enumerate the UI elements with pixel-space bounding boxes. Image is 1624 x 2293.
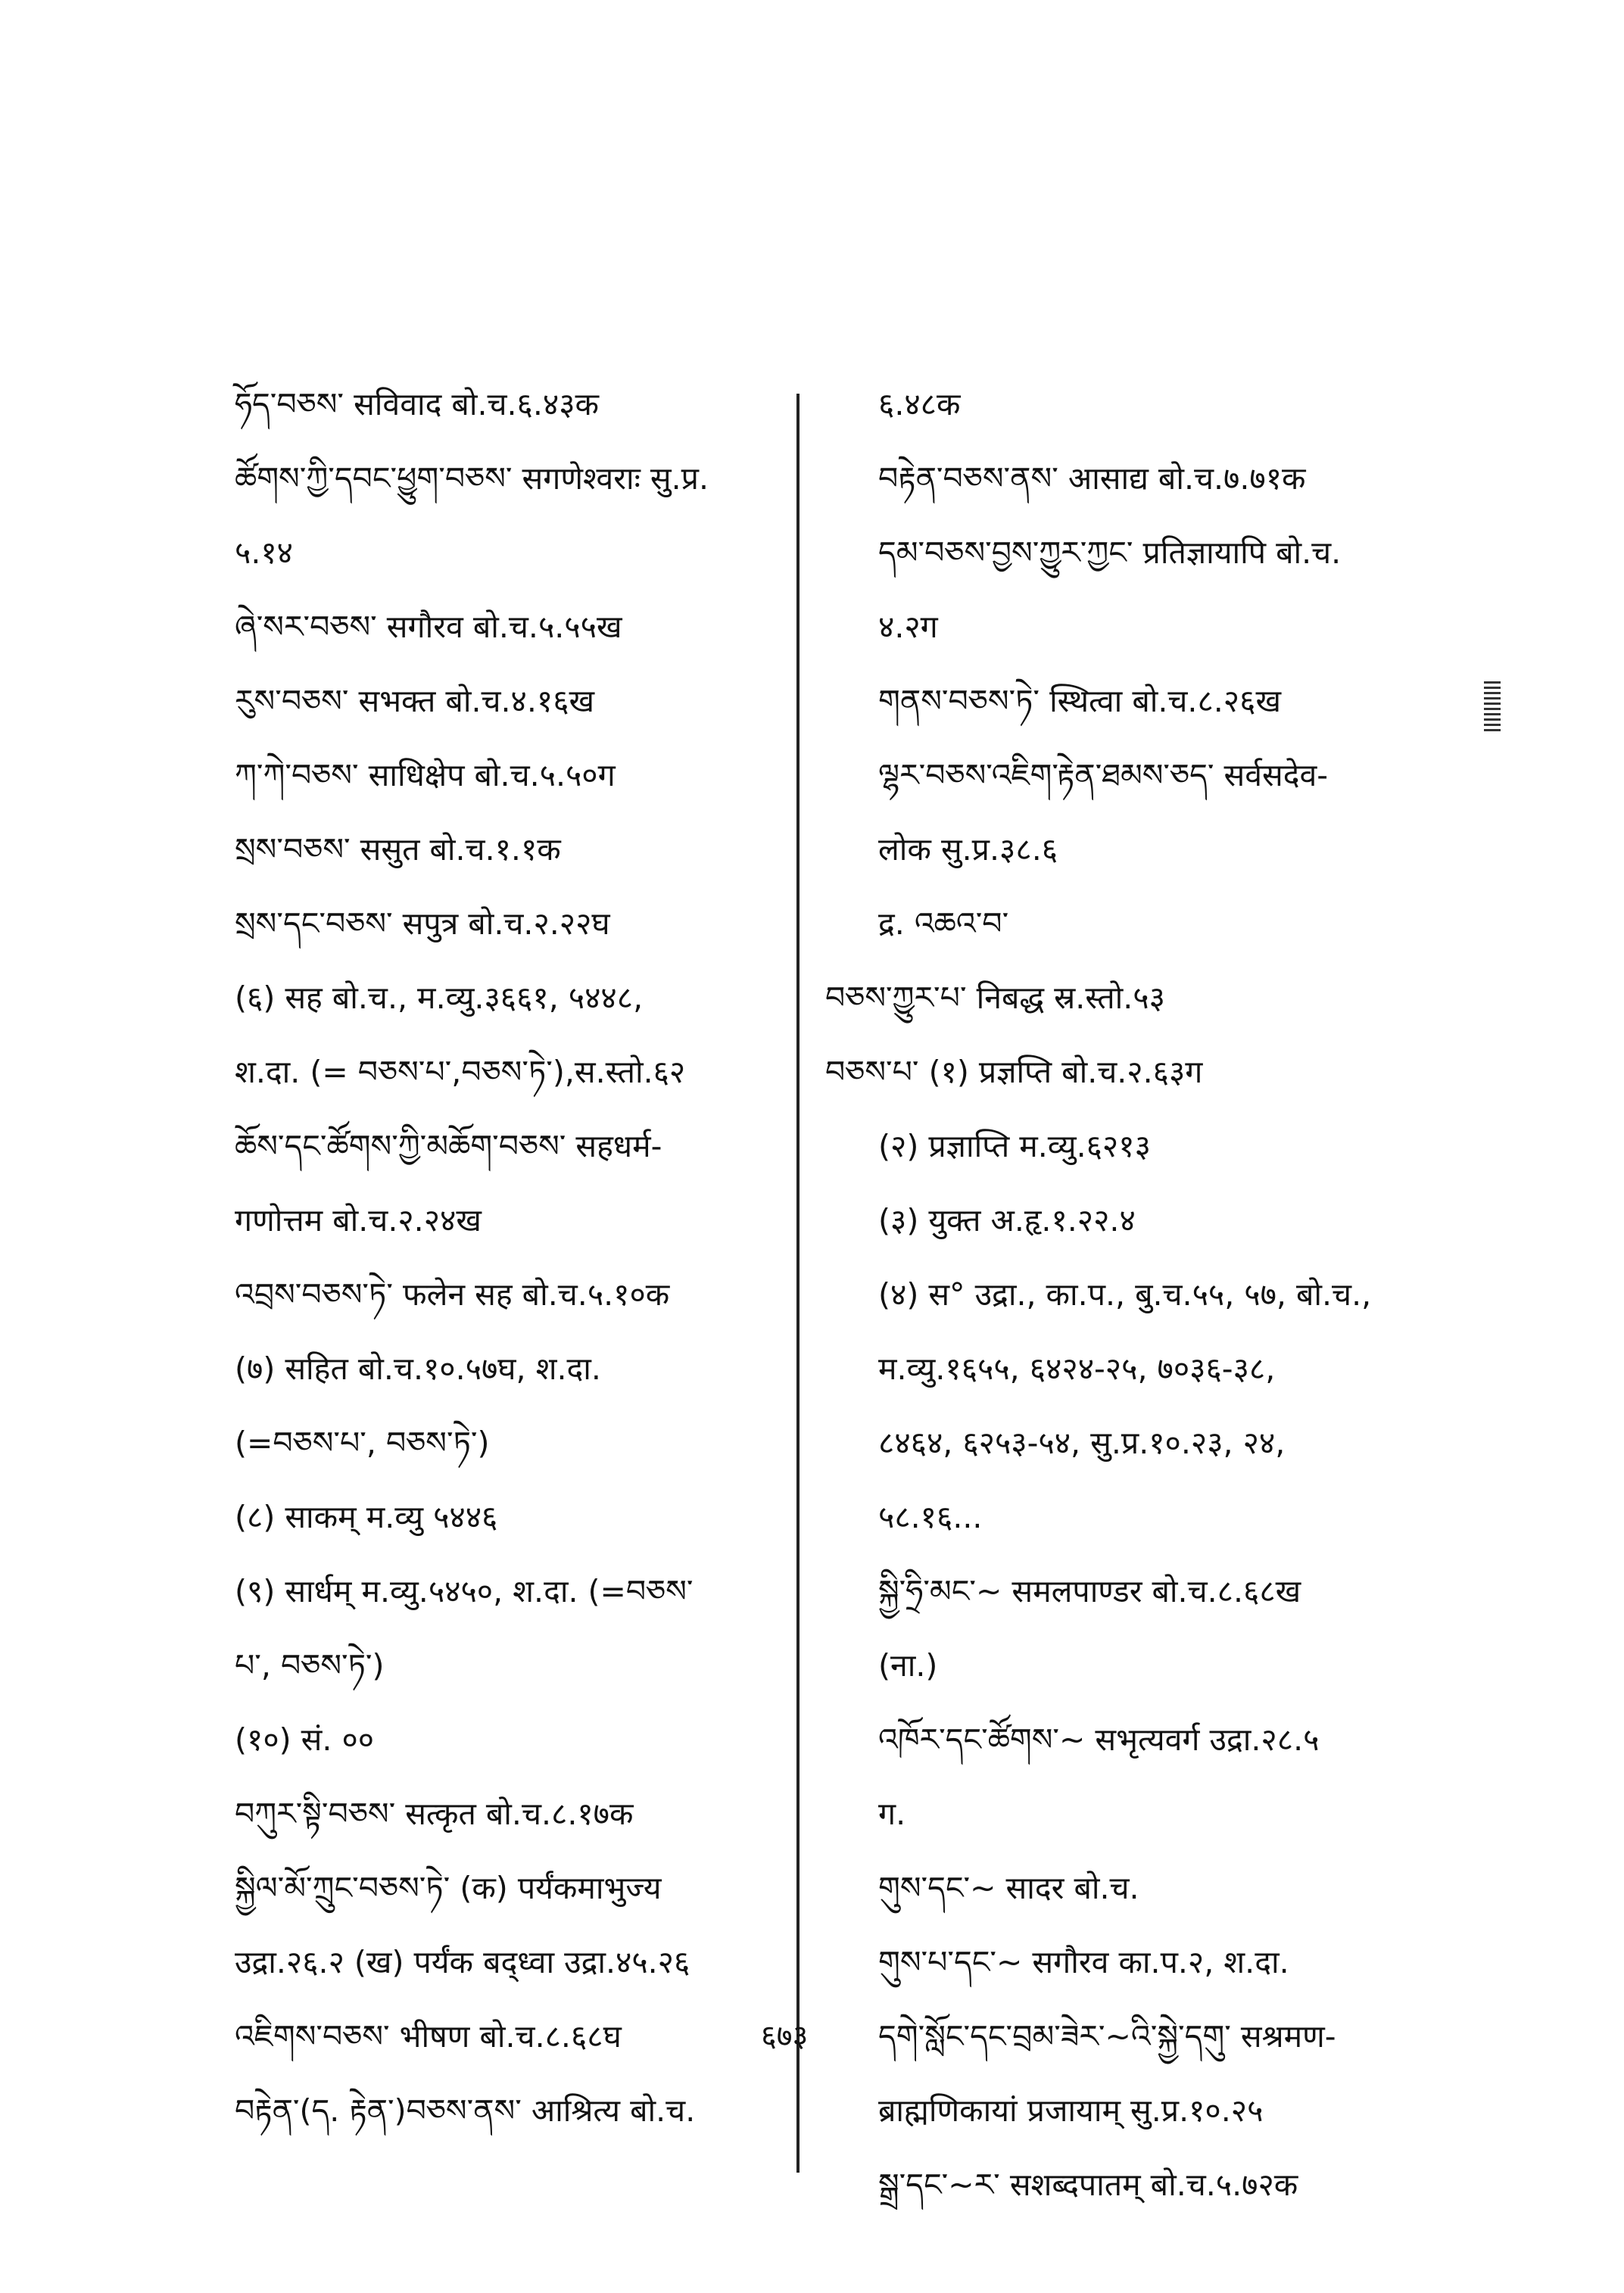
entry-line: ཚོགས་ཀྱི་དབང་ཕྱུག་བཅས་ सगणेश्वराः सु.प्र. xyxy=(235,460,709,497)
entry-line: (२) प्रज्ञाप्ति म.व्यु.६२१३ xyxy=(878,1128,1151,1164)
entry-line: (८) साकम् म.व्यु ५४४६ xyxy=(235,1499,498,1535)
entry-line: རུས་བཅས་ सभक्त बो.च.४.१६ख xyxy=(235,683,595,719)
entry-line: འཁོར་དང་ཚོགས་~ सभृत्यवर्ग उद्रा.२८.५ xyxy=(878,1721,1320,1758)
entry-line: ८४६४, ६२५३-५४, सु.प्र.१०.२३, २४, xyxy=(878,1425,1286,1461)
entry-line: श.दा. (= བཅས་པ་,བཅས་ཏེ་),स.स्तो.६२ xyxy=(235,1054,686,1090)
left-column xyxy=(235,386,780,2167)
entry-line: སྲས་བཅས་ ससुत बो.च.१.१क xyxy=(235,831,561,868)
right-column xyxy=(825,386,1431,2241)
entry-line: गणोत्तम बो.च.२.२४ख xyxy=(235,1202,482,1238)
entry-line: དགེ་སློང་དང་བྲམ་ཟེར་~འི་སྐྱེ་དགུ་ सश्रमण- xyxy=(878,2018,1336,2055)
entry-line: བརྟེན་(ད. རྟེན་)བཅས་ནས་ आश्रित्य बो.च. xyxy=(235,2092,696,2129)
column-divider xyxy=(796,394,800,2173)
entry-line: བཅས་ཀྱུར་པ་ निबद्ध स्र.स्तो.५३ xyxy=(825,980,1165,1016)
entry-line: (६) सह बो.च., म.व्यु.३६६१, ५४४८, xyxy=(235,980,644,1016)
entry-line: དམ་བཅས་བྱས་ཀྱུར་ཀྱང་ प्रतिज्ञायापि बो.च. xyxy=(878,534,1342,571)
entry-line: སྐྱི་ཧྲི་མང་~ समलपाण्डर बो.च.८.६८ख xyxy=(878,1573,1301,1609)
entry-line: म.व्यु.१६५५, ६४२४-२५, ७०३६-३८, xyxy=(878,1351,1276,1387)
entry-line: བརྟེན་བཅས་ནས་ आसाद्य बो.च.७.७१क xyxy=(878,460,1306,497)
entry-line: (९) सार्धम् म.व्यु.५४५०, श.दा. (=བཅས་ xyxy=(235,1573,694,1609)
entry-line: ग. xyxy=(878,1796,906,1832)
entry-line: ལྷར་བཅས་འཇིག་རྟེན་ཐམས་ཅད་ सर्वसदेव- xyxy=(878,757,1329,793)
page-number: ६७३ xyxy=(761,2019,809,2054)
entry-line: (४) स° उद्रा., का.प., बु.च.५५, ५७, बो.च., xyxy=(878,1276,1372,1313)
entry-line: उद्रा.२६.२ (ख) पर्यंक बद्ध्वा उद्रा.४५.२६ xyxy=(235,1944,690,1980)
entry-line: (=བཅས་པ་, བཅས་ཏེ་) xyxy=(235,1425,490,1461)
entry-line: द्र. འཆའ་བ་ xyxy=(878,905,1009,942)
entry-line: (७) सहित बो.च.१०.५७घ, श.दा. xyxy=(235,1351,601,1387)
entry-line: ཞེ་སར་བཅས་ सगौरव बो.च.५.५५ख xyxy=(235,609,622,645)
entry-line: ཆོས་དང་ཚོགས་ཀྱི་མཆོག་བཅས་ सहधर्म- xyxy=(235,1128,662,1164)
entry-line: འབྲས་བཅས་ཏེ་ फलेन सह बो.च.५.१०क xyxy=(235,1276,670,1313)
entry-line: པ་, བཅས་ཏེ་) xyxy=(235,1647,385,1684)
entry-line: གུས་པ་དང་~ सगौरव का.प.२, श.दा. xyxy=(878,1944,1289,1980)
entry-line: ཀ་ཀེ་བཅས་ साधिक्षेप बो.च.५.५०ग xyxy=(235,757,616,793)
entry-line: ६.४८क xyxy=(878,386,961,422)
entry-line: लोक सु.प्र.३८.६ xyxy=(878,831,1058,868)
entry-line: སྒྲ་དང་~ར་ सशब्दपातम् बो.च.५.७२क xyxy=(878,2167,1298,2203)
entry-line: ५.१४ xyxy=(235,534,293,571)
entry-line: (३) युक्त अ.हृ.१.२२.४ xyxy=(878,1202,1136,1238)
entry-line: སྐྱིལ་མོ་ཀྲུང་བཅས་ཏེ་ (क) पर्यंकमाभुज्य xyxy=(235,1870,662,1906)
entry-line: ५८.१६... xyxy=(878,1499,983,1535)
entry-line: འཇིགས་བཅས་ भीषण बो.च.८.६८घ xyxy=(235,2018,622,2055)
entry-line: བཅས་པ་ (१) प्रज्ञप्ति बो.च.२.६३ग xyxy=(825,1054,1203,1090)
entry-line: (१०) सं. ०० xyxy=(235,1721,375,1758)
entry-line: ཧོད་བཅས་ सविवाद बो.च.६.४३क xyxy=(235,386,600,422)
entry-line: ४.२ग xyxy=(878,609,938,645)
entry-line: སྲས་དང་བཅས་ सपुत्र बो.च.२.२२घ xyxy=(235,905,610,942)
margin-mark xyxy=(1484,681,1501,734)
entry-line: གནས་བཅས་ཏེ་ स्थित्वा बो.च.८.२६ख xyxy=(878,683,1281,719)
entry-line: བཀུར་སྟི་བཅས་ सत्कृत बो.च.८.१७क xyxy=(235,1796,634,1832)
entry-line: གུས་དང་~ सादर बो.च. xyxy=(878,1870,1139,1906)
entry-line: (ना.) xyxy=(878,1647,938,1684)
entry-line: ब्राह्मणिकायां प्रजायाम् सु.प्र.१०.२५ xyxy=(878,2092,1264,2129)
